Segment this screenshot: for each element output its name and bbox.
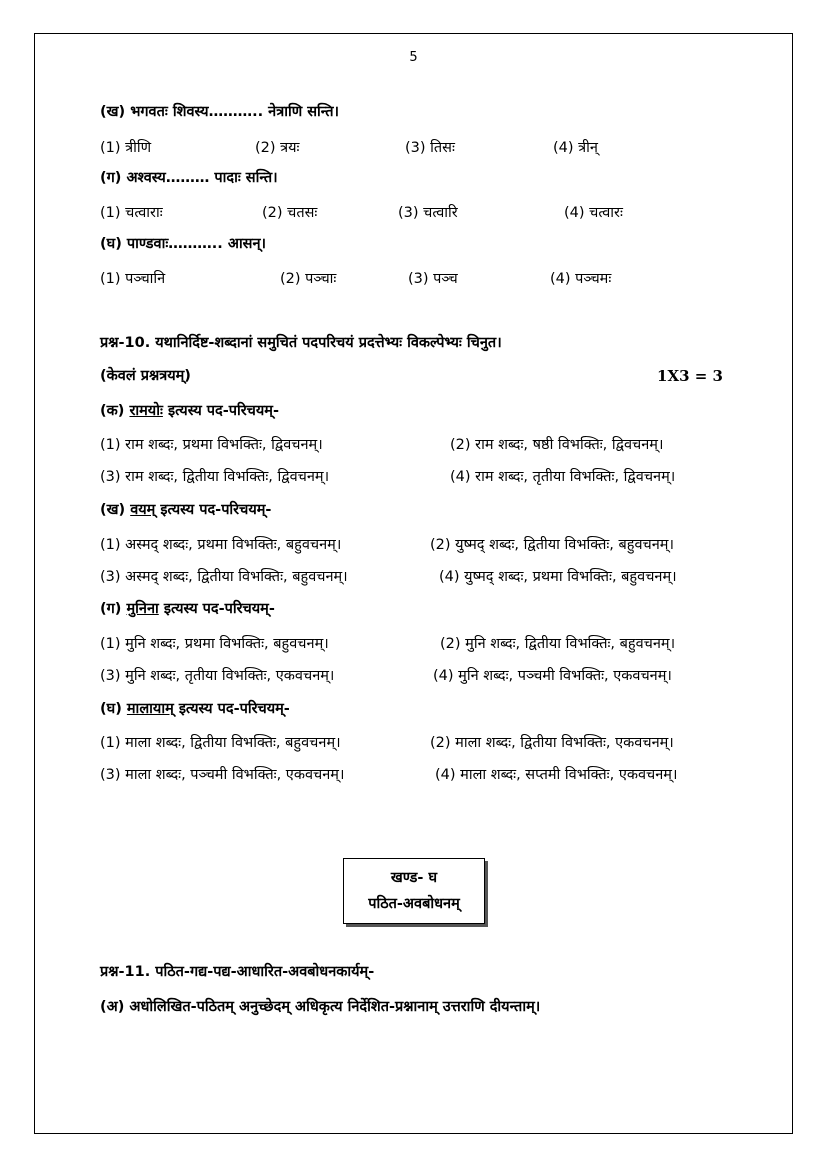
q10-ka-option-3: (3) राम शब्दः, द्वितीया विभक्तिः, द्विवचनम्। xyxy=(100,469,330,485)
q11-sub: (अ) अधोलिखित-पठितम् अनुच्छेदम् अधिकृत्य निर्देशित-प्रश्नानाम् उत्तराणि दीयन्ताम्। xyxy=(100,999,541,1015)
q10-kha-suffix: इत्यस्य पद-परिचयम्- xyxy=(160,502,272,518)
q10-kha-option-2: (2) युष्मद् शब्दः, द्वितीया विभक्तिः, बहुवचनम्। xyxy=(430,537,674,553)
q9-kha-text: भगवतः शिवस्य……….. नेत्राणि सन्ति। xyxy=(130,104,340,120)
q9-gha-text: पाण्डवाः……….. आसन्। xyxy=(126,236,267,252)
q10-kha-option-3: (3) अस्मद् शब्दः, द्वितीया विभक्तिः, बहुवचनम्। xyxy=(100,569,348,585)
q9-kha-question xyxy=(100,102,339,122)
q10-ga-question xyxy=(100,599,275,619)
q10-gha-option-1: (1) माला शब्दः, द्वितीया विभक्तिः, बहुवचनम्। xyxy=(100,735,341,751)
q10-kha-prefix: (ख) xyxy=(100,502,126,518)
q10-gha-question xyxy=(100,699,290,719)
q9-gha-prefix: (घ) xyxy=(100,236,122,252)
q10-marks: 1X3 = 3 xyxy=(657,367,723,385)
q10-gha-word: मालायाम् xyxy=(126,701,174,717)
q10-ga-word: मुनिना xyxy=(126,601,159,617)
q9-ga-option-1: (1) चत्वाराः xyxy=(100,205,163,221)
q10-ka-word: रामयोः xyxy=(129,403,163,419)
q10-gha-option-2: (2) माला शब्दः, द्वितीया विभक्तिः, एकवचनम्। xyxy=(430,735,674,751)
q10-ga-option-2: (2) मुनि शब्दः, द्वितीया विभक्तिः, बहुवचनम्। xyxy=(440,636,676,652)
q10-kha-option-1: (1) अस्मद् शब्दः, प्रथमा विभक्तिः, बहुवचनम्। xyxy=(100,537,342,553)
q9-kha-option-1: (1) त्रीणि xyxy=(100,140,152,156)
q10-heading: प्रश्न-10. यथानिर्दिष्ट-शब्दानां समुचितं पदपरिचयं प्रदत्तेभ्यः विकल्पेभ्यः चिनुत। xyxy=(100,335,502,351)
q10-kha-option-4: (4) युष्मद् शब्दः, प्रथमा विभक्तिः, बहुवचनम्। xyxy=(439,569,677,585)
q10-kha-word: वयम् xyxy=(130,502,156,518)
q10-ga-option-1: (1) मुनि शब्दः, प्रथमा विभक्तिः, बहुवचनम्। xyxy=(100,636,329,652)
section-subtitle: पठित-अवबोधनम् xyxy=(368,896,460,912)
q10-ka-option-2: (2) राम शब्दः, षष्ठी विभक्तिः, द्विवचनम्। xyxy=(450,437,664,453)
q9-gha-question xyxy=(100,234,266,254)
q10-gha-prefix: (घ) xyxy=(100,701,122,717)
page-number: 5 xyxy=(409,50,418,65)
q9-ga-text: अश्वस्य……… पादाः सन्ति। xyxy=(126,170,278,186)
q10-ka-option-4: (4) राम शब्दः, तृतीया विभक्तिः, द्विवचनम्। xyxy=(450,469,676,485)
q10-ga-option-3: (3) मुनि शब्दः, तृतीया विभक्तिः, एकवचनम्। xyxy=(100,668,335,684)
q9-ga-question xyxy=(100,168,278,188)
q9-kha-option-2: (2) त्रयः xyxy=(255,140,300,156)
q9-kha-option-3: (3) तिसः xyxy=(405,140,455,156)
q10-ga-option-4: (4) मुनि शब्दः, पञ्चमी विभक्तिः, एकवचनम्। xyxy=(433,668,672,684)
q9-gha-option-2: (2) पञ्चाः xyxy=(280,271,337,287)
q9-ga-option-3: (3) चत्वारि xyxy=(398,205,458,221)
q10-ga-suffix: इत्यस्य पद-परिचयम्- xyxy=(163,601,275,617)
q10-note: (केवलं प्रश्नत्रयम्) xyxy=(100,368,191,384)
section-title: खण्ड- घ xyxy=(390,870,438,886)
q10-ka-question xyxy=(100,401,279,421)
section-heading-box xyxy=(343,858,485,924)
q10-ka-suffix: इत्यस्य पद-परिचयम्- xyxy=(167,403,279,419)
q10-ka-option-1: (1) राम शब्दः, प्रथमा विभक्तिः, द्विवचनम्। xyxy=(100,437,323,453)
q10-gha-option-3: (3) माला शब्दः, पञ्चमी विभक्तिः, एकवचनम्। xyxy=(100,767,345,783)
q9-gha-option-4: (4) पञ्चमः xyxy=(550,271,612,287)
q11-heading: प्रश्न-11. पठित-गद्य-पद्य-आधारित-अवबोधनकार्यम्- xyxy=(100,964,375,980)
q9-ga-option-4: (4) चत्वारः xyxy=(564,205,623,221)
q9-kha-prefix: (ख) xyxy=(100,104,126,120)
q10-gha-option-4: (4) माला शब्दः, सप्तमी विभक्तिः, एकवचनम्। xyxy=(435,767,678,783)
q10-ga-prefix: (ग) xyxy=(100,601,122,617)
q10-gha-suffix: इत्यस्य पद-परिचयम्- xyxy=(178,701,290,717)
q9-kha-option-4: (4) त्रीन् xyxy=(553,140,598,156)
q10-ka-prefix: (क) xyxy=(100,403,125,419)
q9-ga-prefix: (ग) xyxy=(100,170,122,186)
q9-gha-option-1: (1) पञ्चानि xyxy=(100,271,166,287)
q9-gha-option-3: (3) पञ्च xyxy=(408,271,458,287)
q9-ga-option-2: (2) चतसः xyxy=(262,205,318,221)
q10-kha-question xyxy=(100,500,271,520)
